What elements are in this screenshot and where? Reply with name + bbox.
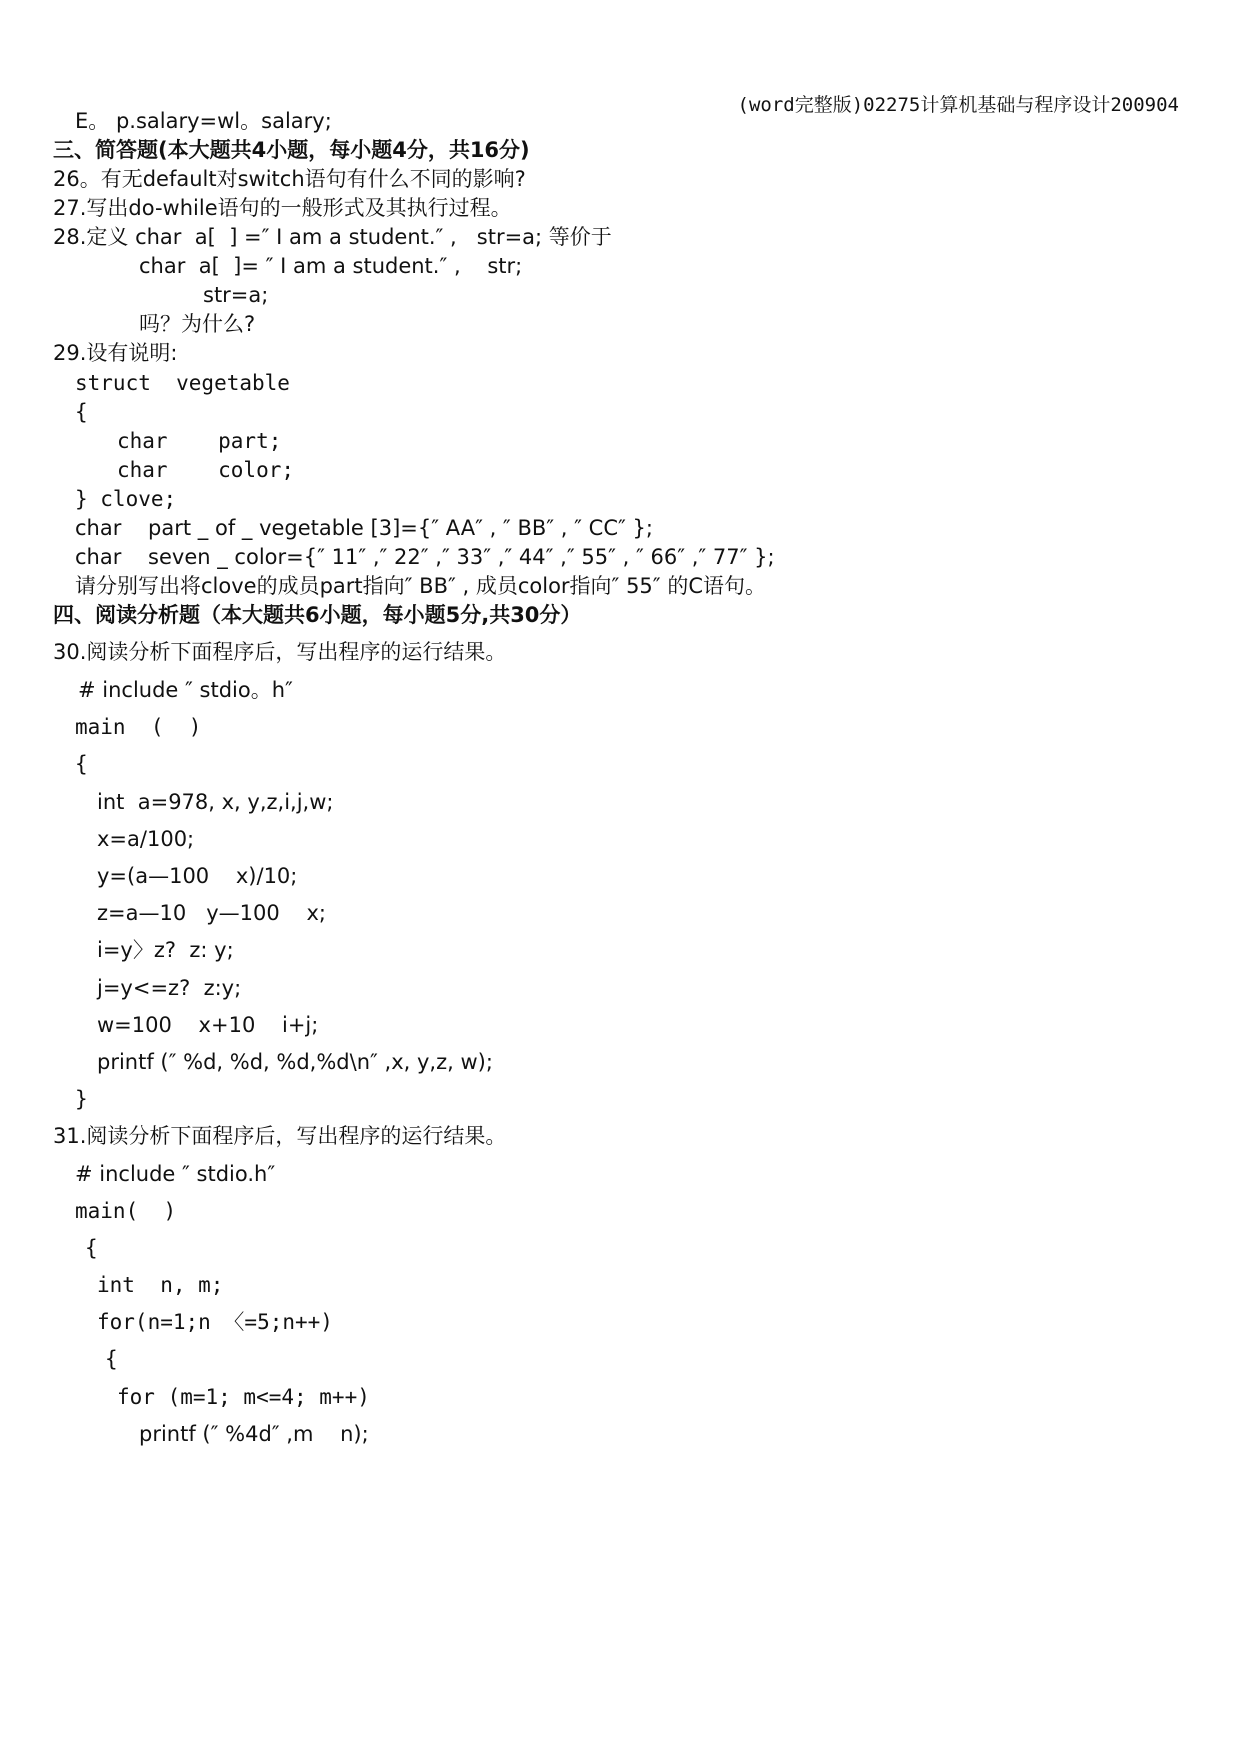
code-line: int a=978, x, y,z,i,j,w; xyxy=(97,790,334,814)
code-line: { xyxy=(85,1236,98,1260)
code-line: int n, m; xyxy=(97,1273,224,1297)
code-line: char part; xyxy=(117,429,282,453)
code-line: j=y<=z? z:y; xyxy=(97,976,242,1000)
question-29-prompt: 请分别写出将clove的成员part指向″ BB″ , 成员color指向″ 55″ 的C语句。 xyxy=(75,574,766,598)
question-28-line-2: char a[ ]= ″ I am a student.″ , str; xyxy=(139,254,523,278)
question-27: 27.写出do-while语句的一般形式及其执行过程。 xyxy=(53,196,512,220)
option-e: E。 p.salary=wl。salary; xyxy=(75,109,332,133)
code-line: main ( ) xyxy=(75,715,202,739)
code-line: char part _ of _ vegetable [3]={″ AA″ , ″ BB″ , ″ CC″ }; xyxy=(75,516,653,540)
code-line: w=100 x+10 i+j; xyxy=(97,1013,319,1037)
code-line: char seven _ color={″ 11″ ,″ 22″ ,″ 33″ ,″ 44″ ,″ 55″ , ″ 66″ ,″ 77″ }; xyxy=(75,545,775,569)
code-line: printf (″ %4d″ ,m n); xyxy=(139,1422,369,1446)
code-line: { xyxy=(75,752,88,776)
code-line: i=y〉z? z: y; xyxy=(97,938,234,962)
question-26: 26。有无default对switch语句有什么不同的影响? xyxy=(53,167,526,191)
question-31: 31.阅读分析下面程序后，写出程序的运行结果。 xyxy=(53,1124,507,1148)
code-line: { xyxy=(105,1347,118,1371)
question-28-line-3: str=a; xyxy=(203,283,269,307)
code-line: x=a/100; xyxy=(97,827,195,851)
code-line: for (m=1; m<=4; m++) xyxy=(117,1385,370,1409)
code-line: struct vegetable xyxy=(75,371,290,395)
code-line: # include ″ stdio。h″ xyxy=(78,678,293,702)
code-line: for(n=1;n 〈=5;n++) xyxy=(97,1310,333,1334)
question-30: 30.阅读分析下面程序后，写出程序的运行结果。 xyxy=(53,640,507,664)
section-three-heading: 三、简答题(本大题共4小题，每小题4分，共16分) xyxy=(53,138,530,162)
code-line: main( ) xyxy=(75,1199,177,1223)
code-line: } clove; xyxy=(75,487,177,511)
question-28: 28.定义 char a[ ] =″ I am a student.″ , str=a; 等价于 xyxy=(53,225,612,249)
code-line: printf (″ %d, %d, %d,%d\n″ ,x, y,z, w); xyxy=(97,1050,493,1074)
code-line: # include ″ stdio.h″ xyxy=(75,1162,276,1186)
code-line: } xyxy=(75,1087,88,1111)
page-header: (word完整版)02275计算机基础与程序设计200904 xyxy=(737,94,1179,116)
section-four-heading: 四、阅读分析题（本大题共6小题，每小题5分,共30分） xyxy=(53,603,582,627)
code-line: { xyxy=(75,400,88,424)
question-28-line-4: 吗？为什么? xyxy=(139,312,256,336)
code-line: char color; xyxy=(117,458,295,482)
code-line: z=a—10 y—100 x; xyxy=(97,901,326,925)
question-29: 29.设有说明: xyxy=(53,341,178,365)
code-line: y=(a—100 x)/10; xyxy=(97,864,298,888)
